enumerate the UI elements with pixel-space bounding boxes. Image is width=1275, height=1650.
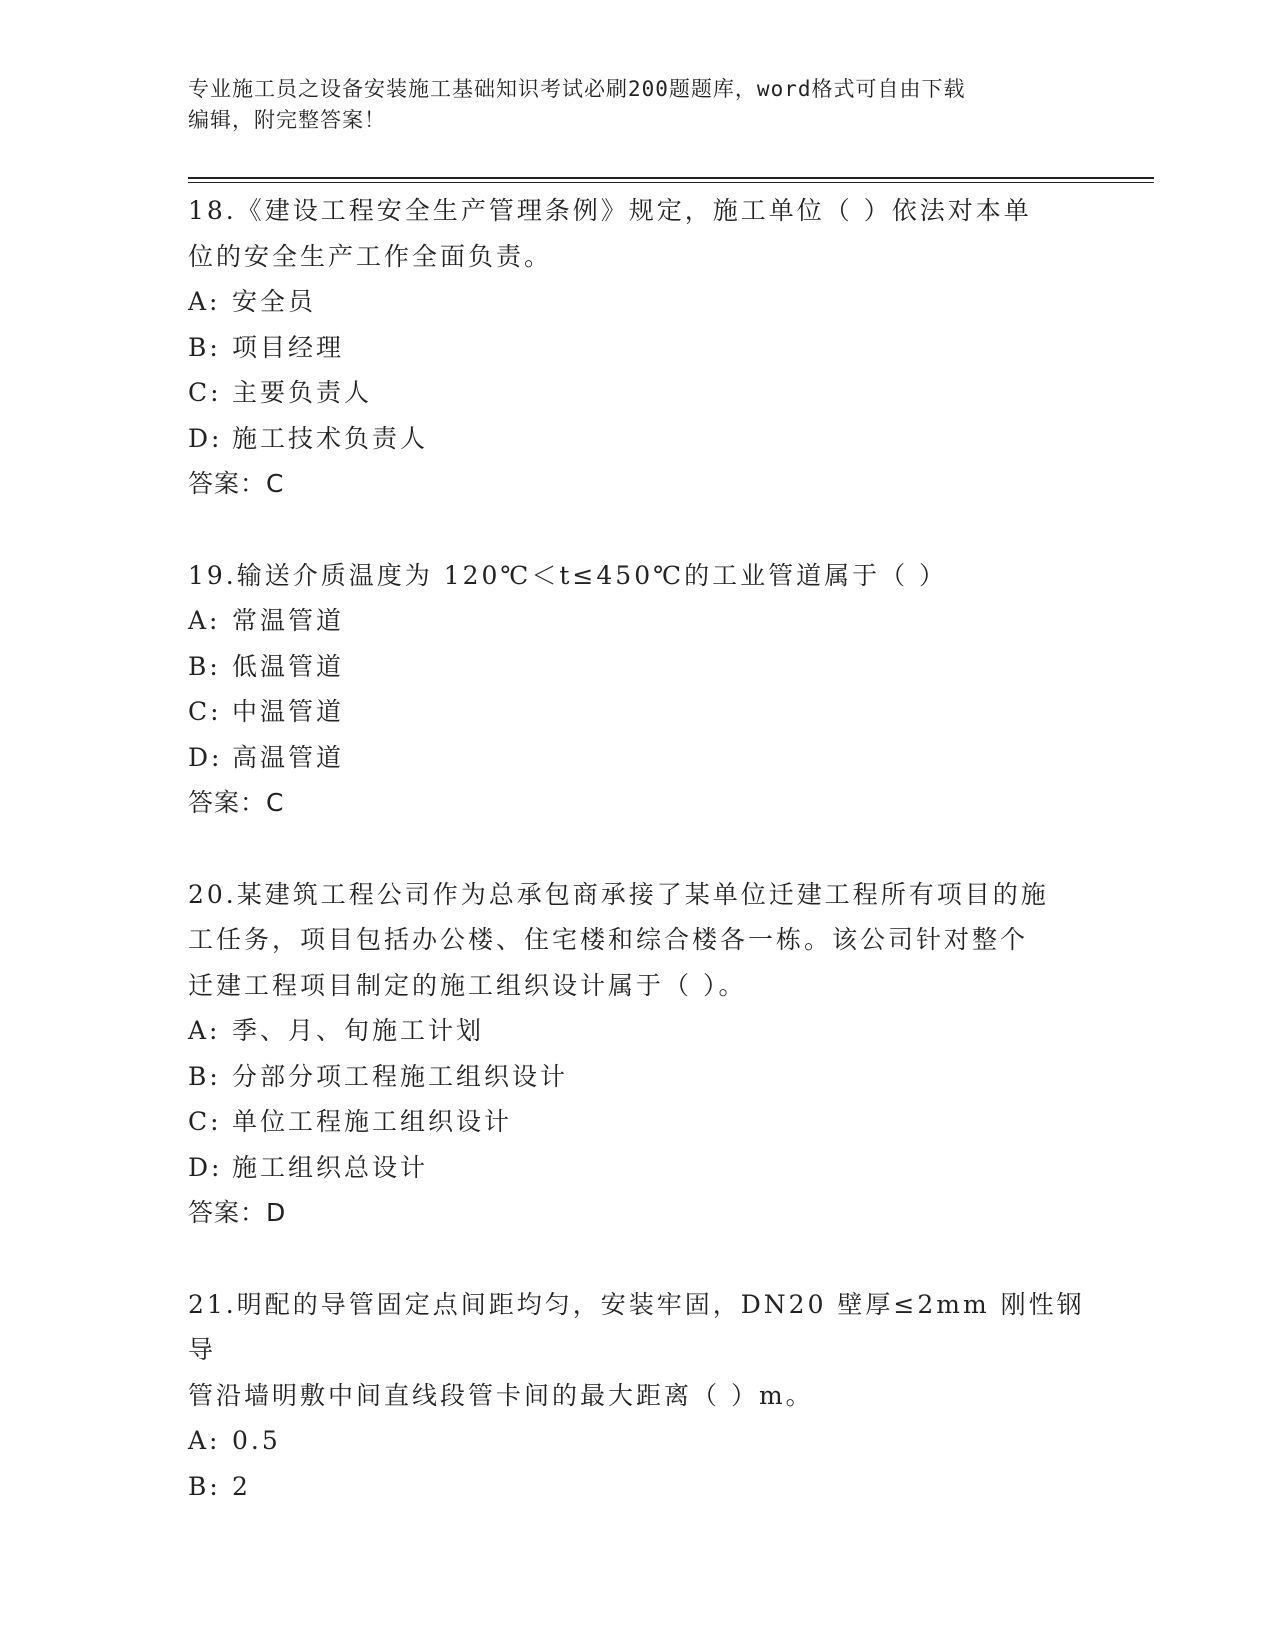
option-key: A: xyxy=(188,287,221,316)
option-c xyxy=(188,370,1088,416)
option-text: 0.5 xyxy=(232,1426,281,1455)
question-stem-line: 19.输送介质温度为 120℃＜t≤450℃的工业管道属于（ ） xyxy=(188,560,948,590)
question-18 xyxy=(188,188,1088,507)
option-key: D: xyxy=(188,423,223,453)
option-text: 分部分项工程施工组织设计 xyxy=(232,1061,569,1091)
question-stem-line: 迁建工程项目制定的施工组织设计属于（ ）。 xyxy=(188,970,747,1000)
option-c xyxy=(188,1099,1088,1145)
header-line-1: 专业施工员之设备安装施工基础知识考试必刷200题题库，word格式可自由下载 xyxy=(188,77,966,101)
option-text: 主要负责人 xyxy=(232,378,373,407)
header-divider-thin xyxy=(188,182,1154,183)
option-b xyxy=(188,1464,1088,1510)
header-divider-thick xyxy=(188,177,1154,179)
option-d xyxy=(188,1145,1088,1191)
option-text: 单位工程施工组织设计 xyxy=(232,1107,513,1136)
option-text: 常温管道 xyxy=(232,606,345,635)
option-b xyxy=(188,644,1088,690)
question-stem-line: 20.某建筑工程公司作为总承包商承接了某单位迁建工程所有项目的施 xyxy=(188,879,1049,909)
answer-line: 答案：D xyxy=(188,1198,287,1227)
question-stem-line: 21.明配的导管固定点间距均匀，安装牢固，DN20 壁厚≤2mm 刚性钢导 xyxy=(188,1289,1085,1364)
option-key: A: xyxy=(188,606,221,635)
option-text: 项目经理 xyxy=(232,332,345,362)
option-text: 安全员 xyxy=(232,287,317,316)
question-stem-line: 18.《建设工程安全生产管理条例》规定，施工单位（ ）依法对本单 xyxy=(188,196,1032,225)
option-key: B: xyxy=(188,332,221,362)
header-line-2: 编辑，附完整答案！ xyxy=(188,108,386,132)
option-key: A: xyxy=(188,1016,221,1045)
question-stem-line: 工任务，项目包括办公楼、住宅楼和综合楼各一栋。该公司针对整个 xyxy=(188,925,1029,954)
option-b xyxy=(188,325,1088,371)
option-key: B: xyxy=(188,1061,221,1091)
option-key: C: xyxy=(188,1107,222,1136)
option-key: A: xyxy=(188,1426,221,1455)
document-header xyxy=(188,74,1088,136)
answer-line: 答案：C xyxy=(188,788,285,817)
option-text: 2 xyxy=(232,1471,251,1501)
option-key: C: xyxy=(188,697,222,726)
option-text: 施工组织总设计 xyxy=(232,1152,429,1182)
option-text: 低温管道 xyxy=(232,651,345,681)
question-20 xyxy=(188,872,1088,1236)
question-stem-line: 管沿墙明敷中间直线段管卡间的最大距离（ ）m。 xyxy=(188,1380,814,1410)
option-a xyxy=(188,1418,1088,1464)
option-d xyxy=(188,735,1088,781)
option-key: B: xyxy=(188,1471,221,1501)
option-key: D: xyxy=(188,1152,223,1182)
option-key: D: xyxy=(188,742,223,772)
option-key: B: xyxy=(188,651,221,681)
option-text: 高温管道 xyxy=(232,742,345,772)
answer-line: 答案：C xyxy=(188,469,285,498)
question-stem-line: 位的安全生产工作全面负责。 xyxy=(188,241,553,271)
option-a xyxy=(188,598,1088,644)
option-text: 中温管道 xyxy=(232,697,345,726)
option-key: C: xyxy=(188,378,222,407)
option-b xyxy=(188,1054,1088,1100)
option-text: 季、月、旬施工计划 xyxy=(232,1016,485,1045)
question-list xyxy=(188,188,1088,1555)
question-21 xyxy=(188,1282,1088,1510)
option-c xyxy=(188,689,1088,735)
option-d xyxy=(188,416,1088,462)
option-a xyxy=(188,1008,1088,1054)
option-text: 施工技术负责人 xyxy=(232,423,429,453)
option-a xyxy=(188,279,1088,325)
question-19 xyxy=(188,553,1088,826)
